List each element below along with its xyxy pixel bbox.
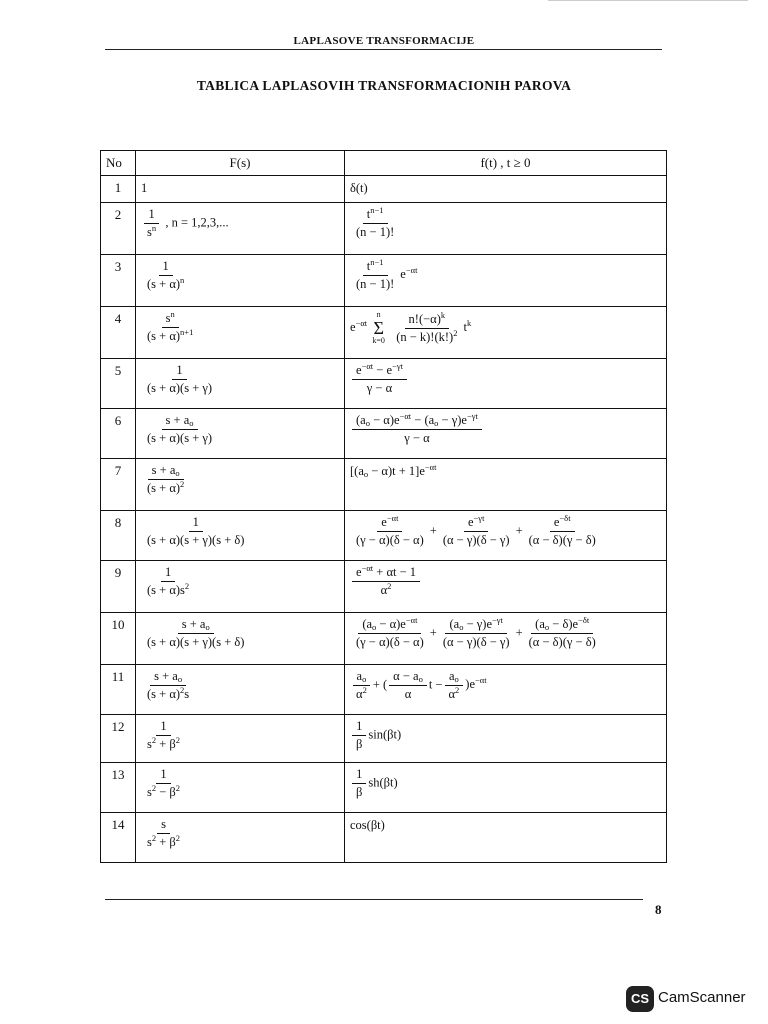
- row-number: 3: [101, 255, 136, 307]
- row-number: 5: [101, 359, 136, 409]
- formula-Fs: $\frac{1}{s^n}$ , n = 1,2,3,...: [136, 203, 345, 255]
- formula-ft: $e^{-\alpha t}$ n Σ k=0 $\frac{n!(-\alpha)^k}{(n - k)!(k!)^2}$ $t^k$: [345, 307, 667, 359]
- formula-ft: cos(βt): [345, 813, 667, 863]
- formula-ft: $[(a_o - \alpha)t + 1]e^{-\alpha t}$: [345, 459, 667, 511]
- formula-Fs: $\frac{s + a_o}{(s + \alpha)(s + \gamma)}$: [136, 409, 345, 459]
- running-header: LAPLASOVE TRANSFORMACIJE: [293, 35, 475, 47]
- table-row: [101, 176, 667, 203]
- formula-ft: $\frac{1}{\beta}$ sh(βt): [345, 763, 667, 813]
- formula-ft: $\frac{e^{-\alpha t}}{(\gamma - \alpha)(\delta - \alpha)}$ + $\frac{e^{-\gamma t}}{(\alpha - \gamma)(\delta - \gamma)}$ + $\frac{e^{-\delta t}}{(\alpha - \delta)(\gamma - \delta)}$: [345, 511, 667, 561]
- row-number: 12: [101, 715, 136, 763]
- header-ft: f(t) , t ≥ 0: [345, 151, 667, 176]
- camscanner-logo-icon: CS: [626, 986, 654, 1012]
- formula-Fs: $\frac{1}{(s + \alpha)(s + \gamma)}$: [136, 359, 345, 409]
- page-number: 8: [655, 902, 662, 917]
- formula-ft: $\frac{1}{\beta}$ sin(βt): [345, 715, 667, 763]
- table-row: [101, 459, 667, 511]
- row-number: 6: [101, 409, 136, 459]
- row-number: 7: [101, 459, 136, 511]
- row-number: 8: [101, 511, 136, 561]
- formula-Fs: $\frac{1}{(s + \alpha)s^2}$: [136, 561, 345, 613]
- condition-text: , n = 1,2,3,...: [165, 215, 229, 230]
- formula-Fs: $\frac{s}{s^2 + \beta^2}$: [136, 813, 345, 863]
- page-corner-line: [548, 0, 748, 2]
- formula-Fs: $\frac{s + a_o}{(s + \alpha)^2}$: [136, 459, 345, 511]
- table-header-row: [101, 151, 667, 176]
- row-number: 4: [101, 307, 136, 359]
- table-row: [101, 665, 667, 715]
- row-number: 11: [101, 665, 136, 715]
- table-row: [101, 255, 667, 307]
- table-row: [101, 763, 667, 813]
- formula-Fs: $\frac{1}{(s + \alpha)(s + \gamma)(s + \delta)}$: [136, 511, 345, 561]
- table-row: [101, 409, 667, 459]
- formula-ft: $\frac{e^{-\alpha t} + \alpha t - 1}{\alpha^2}$: [345, 561, 667, 613]
- header-rule: [105, 49, 662, 50]
- formula-Fs: $\frac{1}{s^2 + \beta^2}$: [136, 715, 345, 763]
- table-row: [101, 613, 667, 665]
- row-number: 14: [101, 813, 136, 863]
- formula-ft: $\frac{(a_o - \alpha)e^{-\alpha t} - (a_o - \gamma)e^{-\gamma t}}{\gamma - \alpha}$: [345, 409, 667, 459]
- formula-ft: $\frac{e^{-\alpha t} - e^{-\gamma t}}{\gamma - \alpha}$: [345, 359, 667, 409]
- formula-ft: $\frac{t^{n-1}}{(n - 1)!}$ $e^{-\alpha t}$: [345, 255, 667, 307]
- row-number: 1: [101, 176, 136, 203]
- table-row: [101, 511, 667, 561]
- formula-Fs: $\frac{1}{(s + \alpha)^n}$: [136, 255, 345, 307]
- row-number: 13: [101, 763, 136, 813]
- table-row: [101, 561, 667, 613]
- row-number: 9: [101, 561, 136, 613]
- table-row: [101, 715, 667, 763]
- formula-ft: δ(t): [345, 176, 667, 203]
- formula-ft: $\frac{t^{n-1}}{(n - 1)!}$: [345, 203, 667, 255]
- table-row: [101, 307, 667, 359]
- table-row: [101, 813, 667, 863]
- formula-Fs: $\frac{s^n}{(s + \alpha)^{n+1}}$: [136, 307, 345, 359]
- camscanner-watermark: CamScanner: [658, 989, 746, 1006]
- page-title: TABLICA LAPLASOVIH TRANSFORMACIONIH PAROVA: [196, 78, 572, 93]
- laplace-table: [100, 150, 667, 863]
- table-row: [101, 359, 667, 409]
- footer-rule: [105, 899, 643, 900]
- table-row: [101, 203, 667, 255]
- formula-Fs: $\frac{1}{s^2 - \beta^2}$: [136, 763, 345, 813]
- formula-ft: $\frac{(a_o - \alpha)e^{-\alpha t}}{(\gamma - \alpha)(\delta - \alpha)}$ + $\frac{(a_o - \gamma)e^{-\gamma t}}{(\alpha - \gamma)(\delta - \gamma)}$ + $\frac{(a_o - \delta)e^{-\delta t}}{(\alpha - \delta)(\gamma - \delta)}$: [345, 613, 667, 665]
- row-number: 2: [101, 203, 136, 255]
- formula-ft: $\frac{a_o}{\alpha^2}$ + ( $\frac{\alpha - a_o}{\alpha}$ t − $\frac{a_o}{\alpha^2}$ )$e^{-\alpha t}$: [345, 665, 667, 715]
- formula-Fs: 1: [136, 176, 345, 203]
- row-number: 10: [101, 613, 136, 665]
- header-Fs: F(s): [136, 151, 345, 176]
- formula-Fs: $\frac{s + a_o}{(s + \alpha)(s + \gamma)(s + \delta)}$: [136, 613, 345, 665]
- formula-Fs: $\frac{s + a_o}{(s + \alpha)^2s}$: [136, 665, 345, 715]
- header-no: No: [101, 151, 136, 176]
